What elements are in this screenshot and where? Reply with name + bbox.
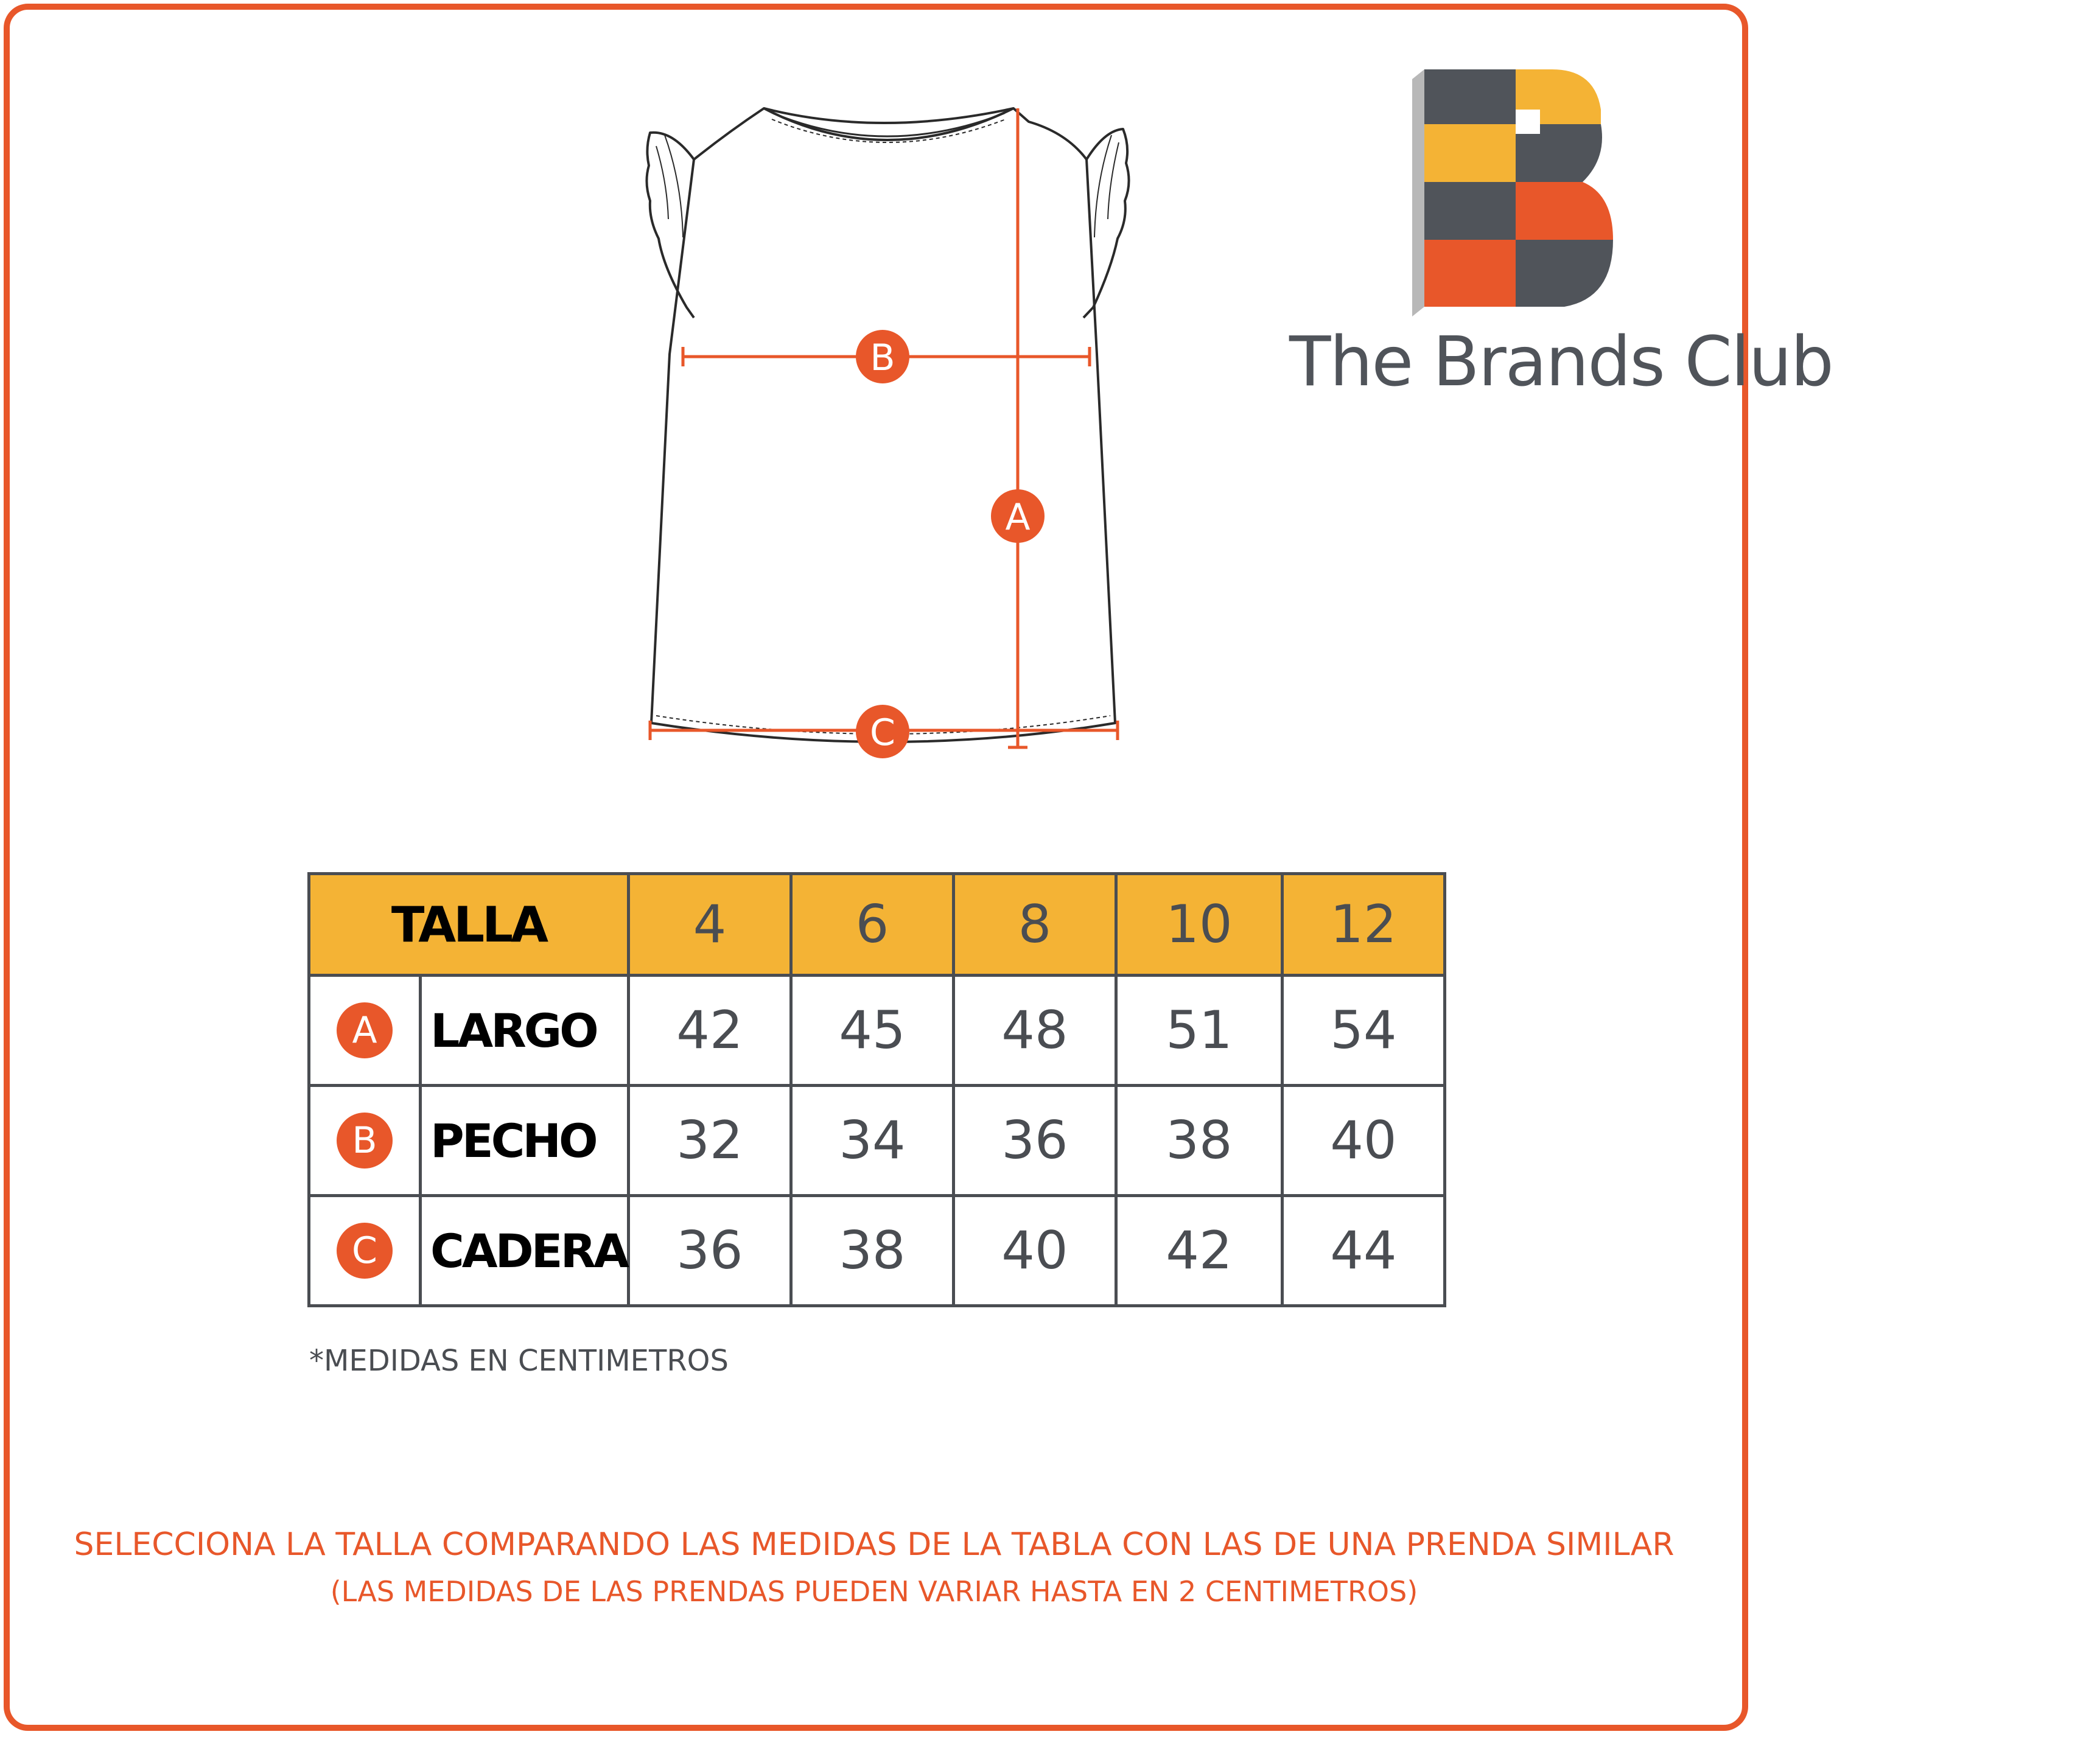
table-cell: 38 [791,1196,953,1306]
table-row [309,1196,1445,1306]
instruction-line-2: (LAS MEDIDAS DE LAS PRENDAS PUEDEN VARIAR HASTA EN 2 CENTIMETROS) [330,1575,1418,1608]
table-row [309,1086,1445,1196]
table-cell: 40 [953,1196,1116,1306]
marker-a [991,489,1045,543]
table-cell: 54 [1282,976,1444,1086]
table-header-row [309,874,1445,976]
shirt-outline [651,108,1115,742]
measure-name: CADERA [421,1196,629,1306]
brand-name: The Brands Club [1289,323,1833,402]
size-col: 10 [1116,874,1282,976]
instruction-line-1: SELECCIONA LA TALLA COMPARANDO LAS MEDIDAS DE LA TABLA CON LAS DE UNA PRENDA SIMILAR [74,1526,1675,1563]
badge-cell [309,1086,421,1196]
svg-text:B: B [870,337,895,379]
table-row [309,976,1445,1086]
badge-cell [309,976,421,1086]
units-note: *MEDIDAS EN CENTIMETROS [309,1344,729,1378]
table-cell: 48 [953,976,1116,1086]
table-cell: 45 [791,976,953,1086]
badge-cell [309,1196,421,1306]
header-talla: TALLA [309,874,629,976]
table-cell: 51 [1116,976,1282,1086]
svg-text:A: A [1005,496,1031,539]
marker-b [856,330,909,383]
table-cell: 44 [1282,1196,1444,1306]
measure-name: PECHO [421,1086,629,1196]
size-col: 8 [953,874,1116,976]
size-col: 12 [1282,874,1444,976]
measure-badge: B [337,1113,393,1169]
size-col: 4 [628,874,791,976]
table-cell: 36 [628,1196,791,1306]
table-cell: 40 [1282,1086,1444,1196]
svg-text:C: C [870,711,895,754]
marker-c [856,705,909,758]
size-table [307,872,1446,1307]
table-cell: 38 [1116,1086,1282,1196]
table-cell: 42 [1116,1196,1282,1306]
measure-badge: C [337,1223,393,1279]
table-cell: 36 [953,1086,1116,1196]
size-col: 6 [791,874,953,976]
table-cell: 32 [628,1086,791,1196]
garment-diagram [0,0,1217,791]
table-cell: 42 [628,976,791,1086]
measure-badge: A [337,1002,393,1058]
measure-name: LARGO [421,976,629,1086]
table-cell: 34 [791,1086,953,1196]
